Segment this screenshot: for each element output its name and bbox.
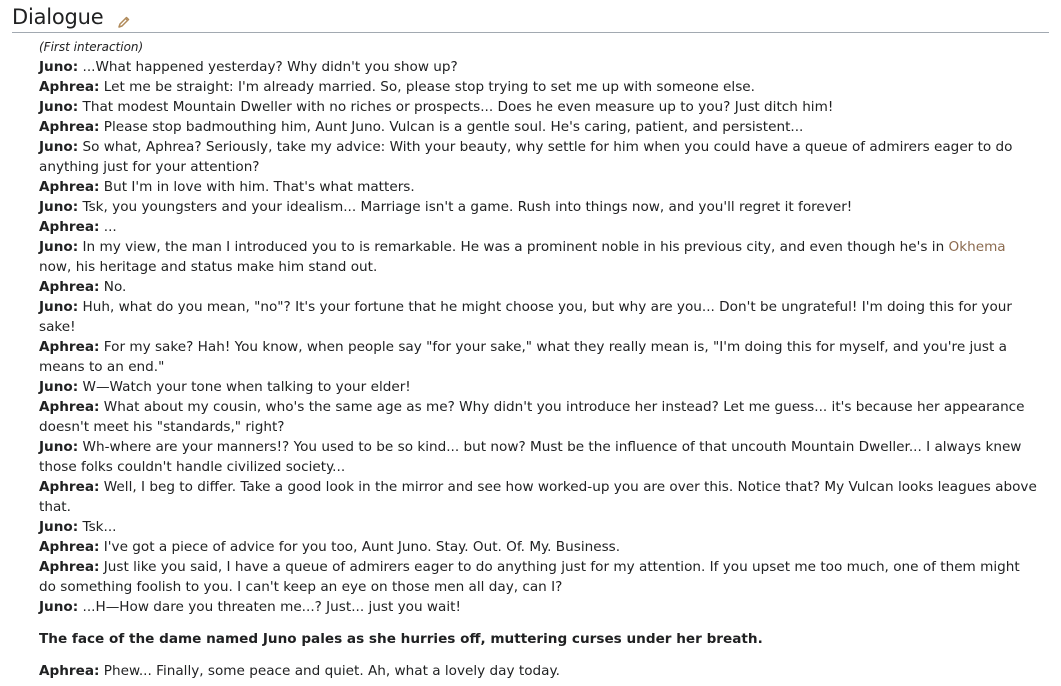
dialogue-line: [39, 77, 1039, 97]
pencil-icon[interactable]: [117, 14, 131, 28]
dialogue-line: [39, 57, 1039, 77]
dialogue-line: [39, 177, 1039, 197]
dialogue-line: [39, 297, 1039, 337]
line-text: Tsk...: [78, 519, 117, 535]
stage-direction: (First interaction): [39, 40, 144, 54]
speaker-name: Aphrea:: [39, 559, 100, 575]
line-text: Just like you said, I have a queue of admirers eager to do anything just for my attention. If you upset me too much, one of them might do something foolish to you. I can't keep an eye on those men all day, can I?: [39, 559, 1020, 595]
speaker-name: Aphrea:: [39, 339, 100, 355]
line-text: Tsk, you youngsters and your idealism... Marriage isn't a game. Rush into things now, and you'll regret it forever!: [78, 199, 853, 215]
line-text: But I'm in love with him. That's what matters.: [99, 179, 415, 195]
line-text: Huh, what do you mean, "no"? It's your fortune that he might choose you, but why are you... Don't be ungrateful! I'm doing this for your sake!: [39, 299, 1013, 335]
dialogue-line: [39, 557, 1039, 597]
dialogue-line: [39, 137, 1039, 177]
line-text: What about my cousin, who's the same age as me? Why didn't you introduce her instead? Let me guess... it's because her appearance doesn't meet his "standards," right?: [39, 399, 1025, 435]
speaker-name: Juno:: [39, 379, 79, 395]
line-text: I've got a piece of advice for you too, Aunt Juno. Stay. Out. Of. My. Business.: [99, 539, 621, 555]
speaker-name: Juno:: [39, 239, 79, 255]
line-text: ...H—How dare you threaten me...? Just... just you wait!: [78, 599, 461, 615]
line-text: Well, I beg to differ. Take a good look in the mirror and see how worked-up you are over this. Notice that? My Vulcan looks leagues above that.: [39, 479, 1037, 515]
dialogue-line: [39, 517, 1039, 537]
speaker-name: Aphrea:: [39, 179, 100, 195]
line-text: So what, Aphrea? Seriously, take my advice: With your beauty, why settle for him when you could have a queue of admirers eager to do anything just for your attention?: [39, 139, 1013, 175]
speaker-name: Aphrea:: [39, 219, 100, 235]
okhema-link[interactable]: Okhema: [948, 239, 1006, 255]
speaker-name: Juno:: [39, 299, 79, 315]
line-text: No.: [99, 279, 127, 295]
dialogue-line: [39, 377, 1039, 397]
line-text: That modest Mountain Dweller with no riches or prospects... Does he even measure up to you? Just ditch him!: [78, 99, 834, 115]
speaker-name: Aphrea:: [39, 119, 100, 135]
dialogue-line: [39, 337, 1039, 377]
speaker-name: Aphrea:: [39, 663, 100, 679]
dialogue-block: [39, 38, 1039, 681]
speaker-name: Juno:: [39, 139, 79, 155]
dialogue-line: [39, 277, 1039, 297]
dialogue-line: [39, 537, 1039, 557]
dialogue-line: [39, 437, 1039, 477]
line-text: Phew... Finally, some peace and quiet. Ah, what a lovely day today.: [99, 663, 560, 679]
speaker-name: Juno:: [39, 519, 79, 535]
line-text: Please stop badmouthing him, Aunt Juno. Vulcan is a gentle soul. He's caring, patient, and persistent...: [99, 119, 804, 135]
line-text: Let me be straight: I'm already married. So, please stop trying to set me up with someone else.: [99, 79, 755, 95]
dialogue-line: [39, 597, 1039, 617]
line-text: ...: [99, 219, 117, 235]
dialogue-line: [39, 197, 1039, 217]
dialogue-line: [39, 397, 1039, 437]
speaker-name: Juno:: [39, 59, 79, 75]
line-text: now, his heritage and status make him stand out.: [39, 259, 378, 275]
line-text: For my sake? Hah! You know, when people say "for your sake," what they really mean is, "I'm doing this for myself, and you're just a means to an end.": [39, 339, 1007, 375]
dialogue-line: [39, 477, 1039, 517]
speaker-name: Aphrea:: [39, 399, 100, 415]
section-heading: [12, 3, 1049, 33]
speaker-name: Juno:: [39, 199, 79, 215]
dialogue-line: [39, 217, 1039, 237]
line-text: Wh-where are your manners!? You used to be so kind... but now? Must be the influence of that uncouth Mountain Dweller... I always knew those folks couldn't handle civilized society...: [39, 439, 1022, 475]
line-text: W—Watch your tone when talking to your elder!: [78, 379, 411, 395]
speaker-name: Juno:: [39, 439, 79, 455]
speaker-name: Juno:: [39, 99, 79, 115]
dialogue-line: [39, 661, 1039, 681]
speaker-name: Aphrea:: [39, 279, 100, 295]
line-text: In my view, the man I introduced you to is remarkable. He was a prominent noble in his previous city, and even though he's in: [78, 239, 949, 255]
line-text: ...What happened yesterday? Why didn't you show up?: [78, 59, 458, 75]
dialogue-line: [39, 117, 1039, 137]
narration: The face of the dame named Juno pales as she hurries off, muttering curses under her breath.: [39, 631, 763, 647]
speaker-name: Aphrea:: [39, 479, 100, 495]
dialogue-line: [39, 237, 1039, 277]
section-title: Dialogue: [12, 5, 104, 29]
speaker-name: Juno:: [39, 599, 79, 615]
dialogue-line: [39, 97, 1039, 117]
speaker-name: Aphrea:: [39, 539, 100, 555]
speaker-name: Aphrea:: [39, 79, 100, 95]
